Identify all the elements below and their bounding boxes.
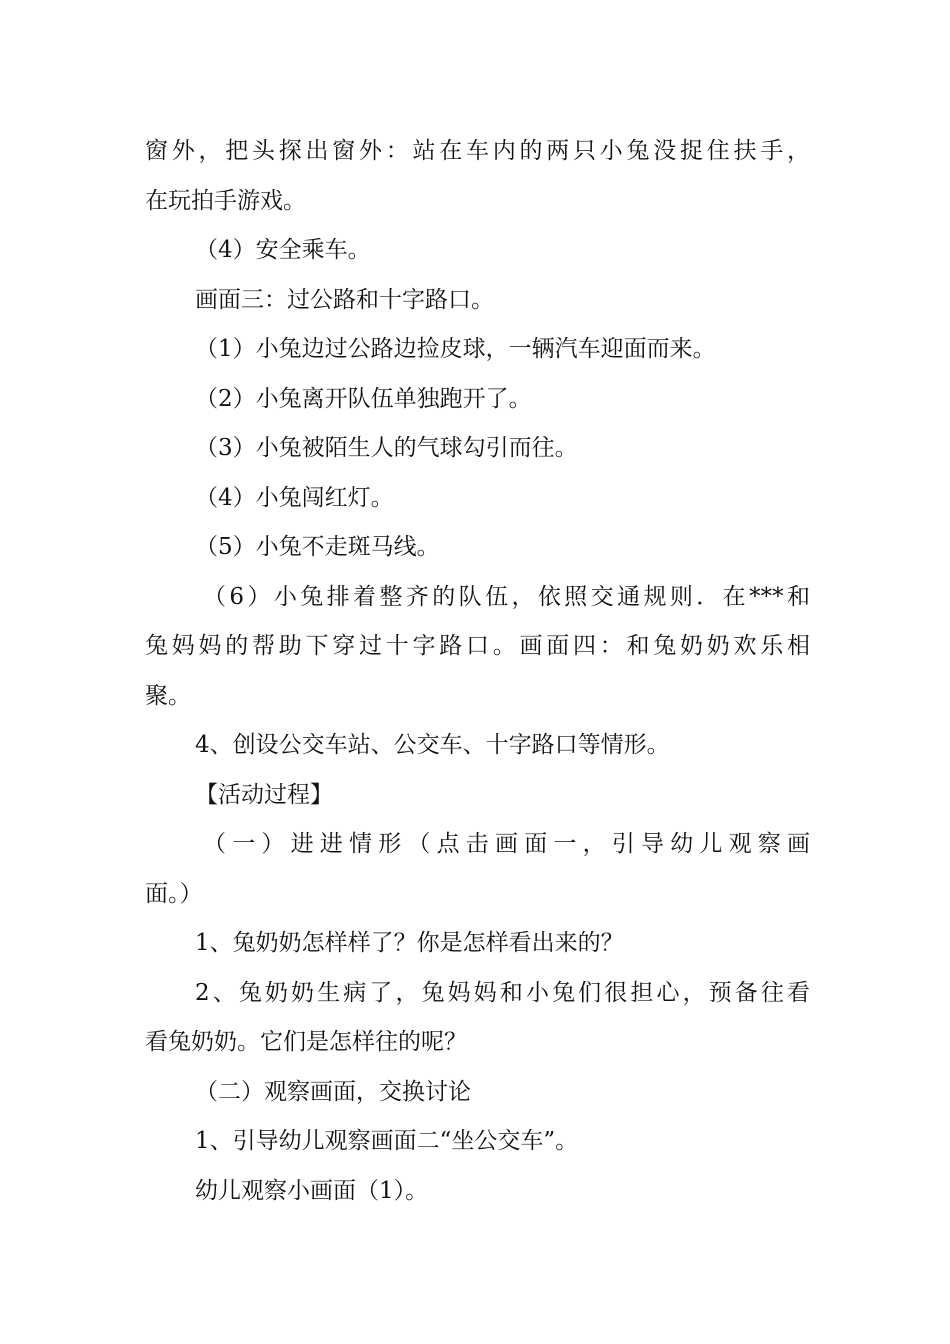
text-line: 1、引导幼儿观察画面二“坐公交车”。 (195, 1128, 579, 1154)
text-line: 面。） (145, 880, 203, 907)
section-heading: （二）观察画面，交换讨论 (195, 1078, 471, 1105)
document-body (145, 127, 810, 1216)
text-line: 在玩拍手游戏。 (145, 187, 306, 214)
text-line: 窗外，把头探出窗外：站在车内的两只小兔没捉住扶手， (145, 138, 810, 164)
text-line: 1、兔奶奶怎样样了？你是怎样看出来的？ (195, 930, 624, 956)
section-heading: 【活动过程】 (195, 781, 333, 808)
text-line: （一）进进情形（点击画面一，引导幼儿观察画 (203, 831, 810, 857)
text-line: （4）安全乘车。 (195, 237, 371, 263)
text-line: 看兔奶奶。它们是怎样往的呢？ (145, 1029, 467, 1055)
list-item: （5）小兔不走斑马线。 (195, 534, 440, 560)
list-item: （2）小兔离开队伍单独跑开了。 (195, 385, 532, 412)
list-item: （1）小兔边过公路边捡皮球，一辆汽车迎面而来。 (195, 336, 716, 362)
text-line: 兔妈妈的帮助下穿过十字路口。画面四：和兔奶奶欢乐相 (145, 633, 810, 659)
text-line: 聚。 (145, 682, 191, 709)
text-line: 幼儿观察小画面（1）。 (195, 1177, 429, 1204)
list-item: （3）小兔被陌生人的气球勾引而往。 (195, 435, 578, 461)
list-item: （4）小兔闯红灯。 (195, 484, 394, 511)
text-line: 4、创设公交车站、公交车、十字路口等情形。 (195, 732, 670, 758)
list-item: （6）小兔排着整齐的队伍，依照交通规则．在***和 (203, 583, 810, 610)
text-line: 2、兔奶奶生病了，兔妈妈和小兔们很担心，预备往看 (195, 979, 810, 1006)
section-heading: 画面三：过公路和十字路口。 (195, 286, 494, 313)
